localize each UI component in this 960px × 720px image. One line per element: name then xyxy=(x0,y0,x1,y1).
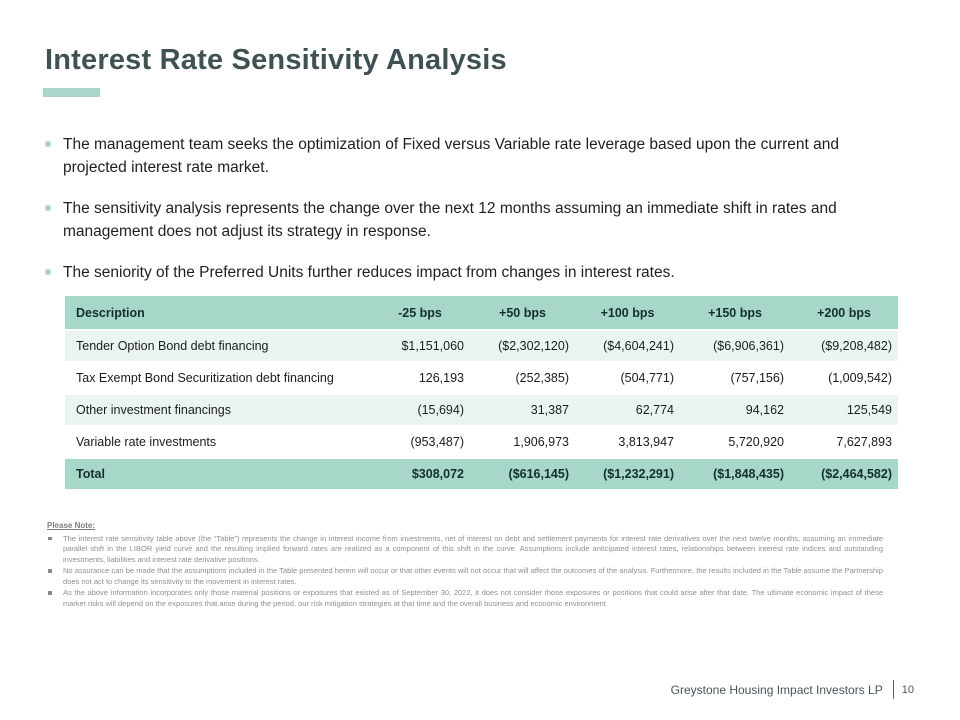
cell-value: ($2,302,120) xyxy=(470,330,575,362)
bullet-text: The sensitivity analysis represents the change over the next 12 months assuming an immediate shift in rates and management does not adjust its strategy in response. xyxy=(63,200,837,240)
total-value: ($1,848,435) xyxy=(680,458,790,489)
table-total-row xyxy=(65,458,898,489)
column-header-plus150bps: +150 bps xyxy=(680,296,790,330)
cell-value: ($6,906,361) xyxy=(680,330,790,362)
bullet-dot-icon xyxy=(45,141,51,147)
cell-value: 126,193 xyxy=(370,362,470,394)
cell-value: (757,156) xyxy=(680,362,790,394)
column-header-minus25bps: -25 bps xyxy=(370,296,470,330)
footnote-item xyxy=(47,566,883,587)
table-header-row xyxy=(65,296,898,330)
row-label: Other investment financings xyxy=(65,394,370,426)
footer-divider xyxy=(893,680,894,699)
bullet-text: The seniority of the Preferred Units further reduces impact from changes in interest rates. xyxy=(63,264,675,281)
table-row xyxy=(65,426,898,458)
table-row xyxy=(65,394,898,426)
cell-value: (1,009,542) xyxy=(790,362,898,394)
footnote-text: The interest rate sensitivity table above (the “Table”) represents the change in interest income from investments, net of interest on debt and settlement payments for interest rate derivatives over the next twelve months, assuming an immediate parallel shift in the LIBOR yield curve and the resulting implied forward rates are realized as a component of this shift in the curve. Assumptions include anticipated interest rates, relationships between interest rate indices and outstanding investments, liabilities and interest rate derivative positions. xyxy=(63,533,883,564)
cell-value: 125,549 xyxy=(790,394,898,426)
table-row xyxy=(65,362,898,394)
page-number: 10 xyxy=(901,683,914,696)
footnote-item xyxy=(47,588,883,609)
total-value: ($616,145) xyxy=(470,458,575,489)
total-value: ($2,464,582) xyxy=(790,458,898,489)
cell-value: $1,151,060 xyxy=(370,330,470,362)
square-bullet-icon xyxy=(48,569,52,573)
cell-value: (252,385) xyxy=(470,362,575,394)
total-label: Total xyxy=(65,458,370,489)
total-value: $308,072 xyxy=(370,458,470,489)
footnotes-list xyxy=(47,534,883,610)
cell-value: (504,771) xyxy=(575,362,680,394)
total-value: ($1,232,291) xyxy=(575,458,680,489)
column-header-plus50bps: +50 bps xyxy=(470,296,575,330)
row-label: Tax Exempt Bond Securitization debt financing xyxy=(65,362,370,394)
bullet-dot-icon xyxy=(45,269,51,275)
cell-value: 94,162 xyxy=(680,394,790,426)
cell-value: (15,694) xyxy=(370,394,470,426)
company-name: Greystone Housing Impact Investors LP xyxy=(670,682,883,697)
sensitivity-table xyxy=(65,296,898,489)
cell-value: ($4,604,241) xyxy=(575,330,680,362)
cell-value: 5,720,920 xyxy=(680,426,790,458)
footnotes-heading: Please Note: xyxy=(47,521,96,530)
footnote-item xyxy=(47,534,883,566)
cell-value: 31,387 xyxy=(470,394,575,426)
footnote-text: No assurance can be made that the assumptions included in the Table presented herein will occur or that other events will not occur that will affect the outcomes of the analysis. Furthermore, the results included in the Table assume the Partnership does not act to change its sensitivity to the movement in interest rates. xyxy=(63,566,883,586)
bullet-dot-icon xyxy=(45,205,51,211)
bullet-list xyxy=(45,133,890,302)
square-bullet-icon xyxy=(48,537,52,541)
cell-value: 62,774 xyxy=(575,394,680,426)
cell-value: 1,906,973 xyxy=(470,426,575,458)
footnote-text: As the above information incorporates only those material positions or exposures that existed as of September 30, 2022, it does not consider those exposures or positions that could arise after that date. The ultimate economic impact of these market risks will depend on the exposures that arise during the period, our risk mitigation strategies at that time and the overall business and economic environment. xyxy=(63,588,883,608)
bullet-item xyxy=(45,133,890,179)
row-label: Variable rate investments xyxy=(65,426,370,458)
cell-value: (953,487) xyxy=(370,426,470,458)
cell-value: 7,627,893 xyxy=(790,426,898,458)
title-accent-bar xyxy=(43,88,100,97)
page-title: Interest Rate Sensitivity Analysis xyxy=(45,44,507,76)
bullet-item xyxy=(45,261,890,284)
slide-footer xyxy=(671,680,914,699)
cell-value: 3,813,947 xyxy=(575,426,680,458)
footnotes xyxy=(47,521,883,610)
cell-value: ($9,208,482) xyxy=(790,330,898,362)
square-bullet-icon xyxy=(48,591,52,595)
column-header-plus100bps: +100 bps xyxy=(575,296,680,330)
column-header-description: Description xyxy=(65,296,370,330)
row-label: Tender Option Bond debt financing xyxy=(65,330,370,362)
bullet-item xyxy=(45,197,890,243)
bullet-text: The management team seeks the optimization of Fixed versus Variable rate leverage based upon the current and projected interest rate market. xyxy=(63,136,840,176)
column-header-plus200bps: +200 bps xyxy=(790,296,898,330)
table-row xyxy=(65,330,898,362)
